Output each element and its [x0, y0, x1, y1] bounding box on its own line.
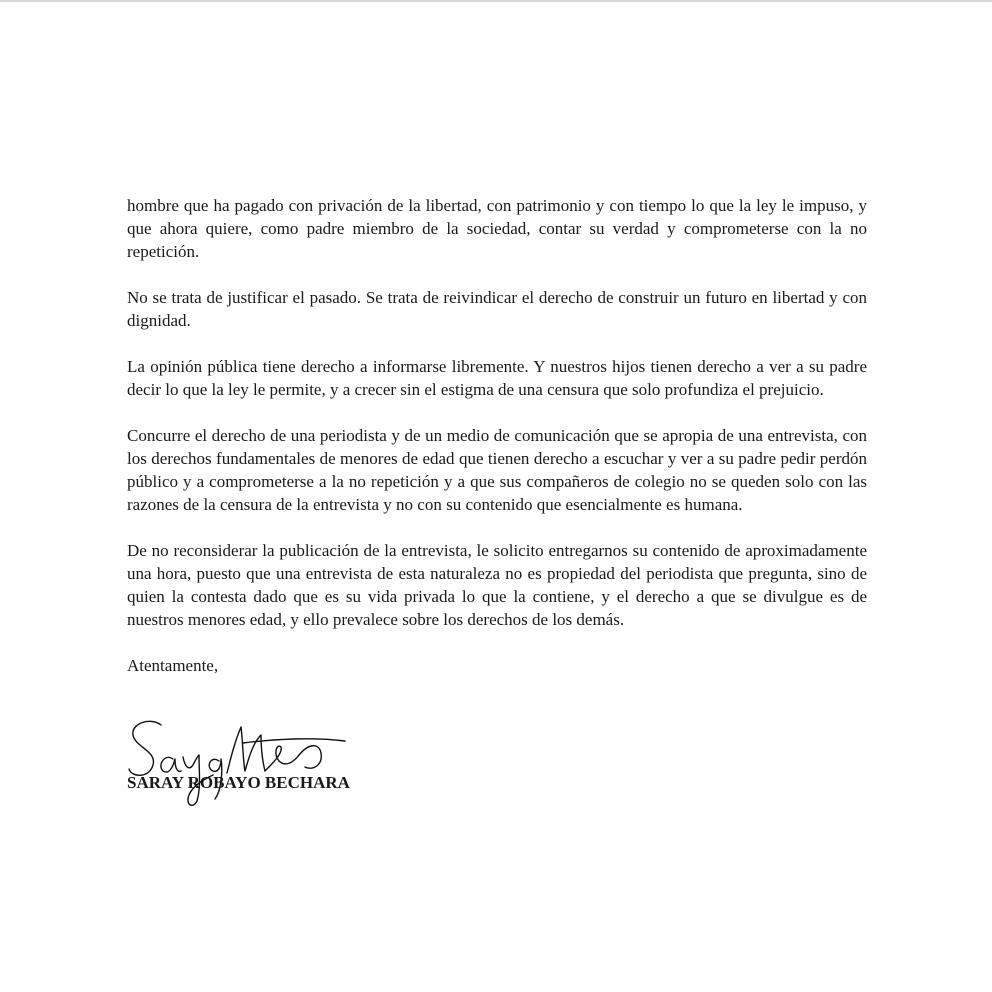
- handwritten-signature: [123, 713, 353, 813]
- signer-name: SARAY ROBAYO BECHARA: [127, 773, 350, 792]
- paragraph-2: No se trata de justificar el pasado. Se trata de reivindicar el derecho de construir un futuro en libertad y con dignidad.: [127, 288, 867, 330]
- letter-body: [127, 194, 867, 813]
- paragraph-5: De no reconsiderar la publicación de la entrevista, le solicito entregarnos su contenido de aproximadamente una hora, puesto que una entrevista de esta naturaleza no es propiedad del periodista que pregunta, sino de quien la contesta dado que es su vida privada lo que la contiene, y el derecho a que se divulgue es de nuestros menores edad, y ello prevalece sobre los derechos de los demás.: [127, 541, 867, 629]
- paragraph-1: hombre que ha pagado con privación de la libertad, con patrimonio y con tiempo lo que la ley le impuso, y que ahora quiere, como padre miembro de la sociedad, contar su verdad y comprometerse con la no repetición.: [127, 196, 867, 261]
- closing-salutation: Atentamente,: [127, 656, 219, 675]
- paragraph-3: La opinión pública tiene derecho a informarse libremente. Y nuestros hijos tienen derecho a ver a su padre decir lo que la ley le permite, y a crecer sin el estigma de una censura que solo profundiza el prejuicio.: [127, 357, 867, 399]
- signature-block: [127, 713, 867, 813]
- paragraph-4: Concurre el derecho de una periodista y de un medio de comunicación que se apropia de una entrevista, con los derechos fundamentales de menores de edad que tienen derecho a escuchar y ver a su padre pedir perdón público y a comprometerse a la no repetición y a que sus compañeros de colegio no se queden solo con las razones de la censura de la entrevista y no con su contenido que esencialmente es humana.: [127, 426, 867, 514]
